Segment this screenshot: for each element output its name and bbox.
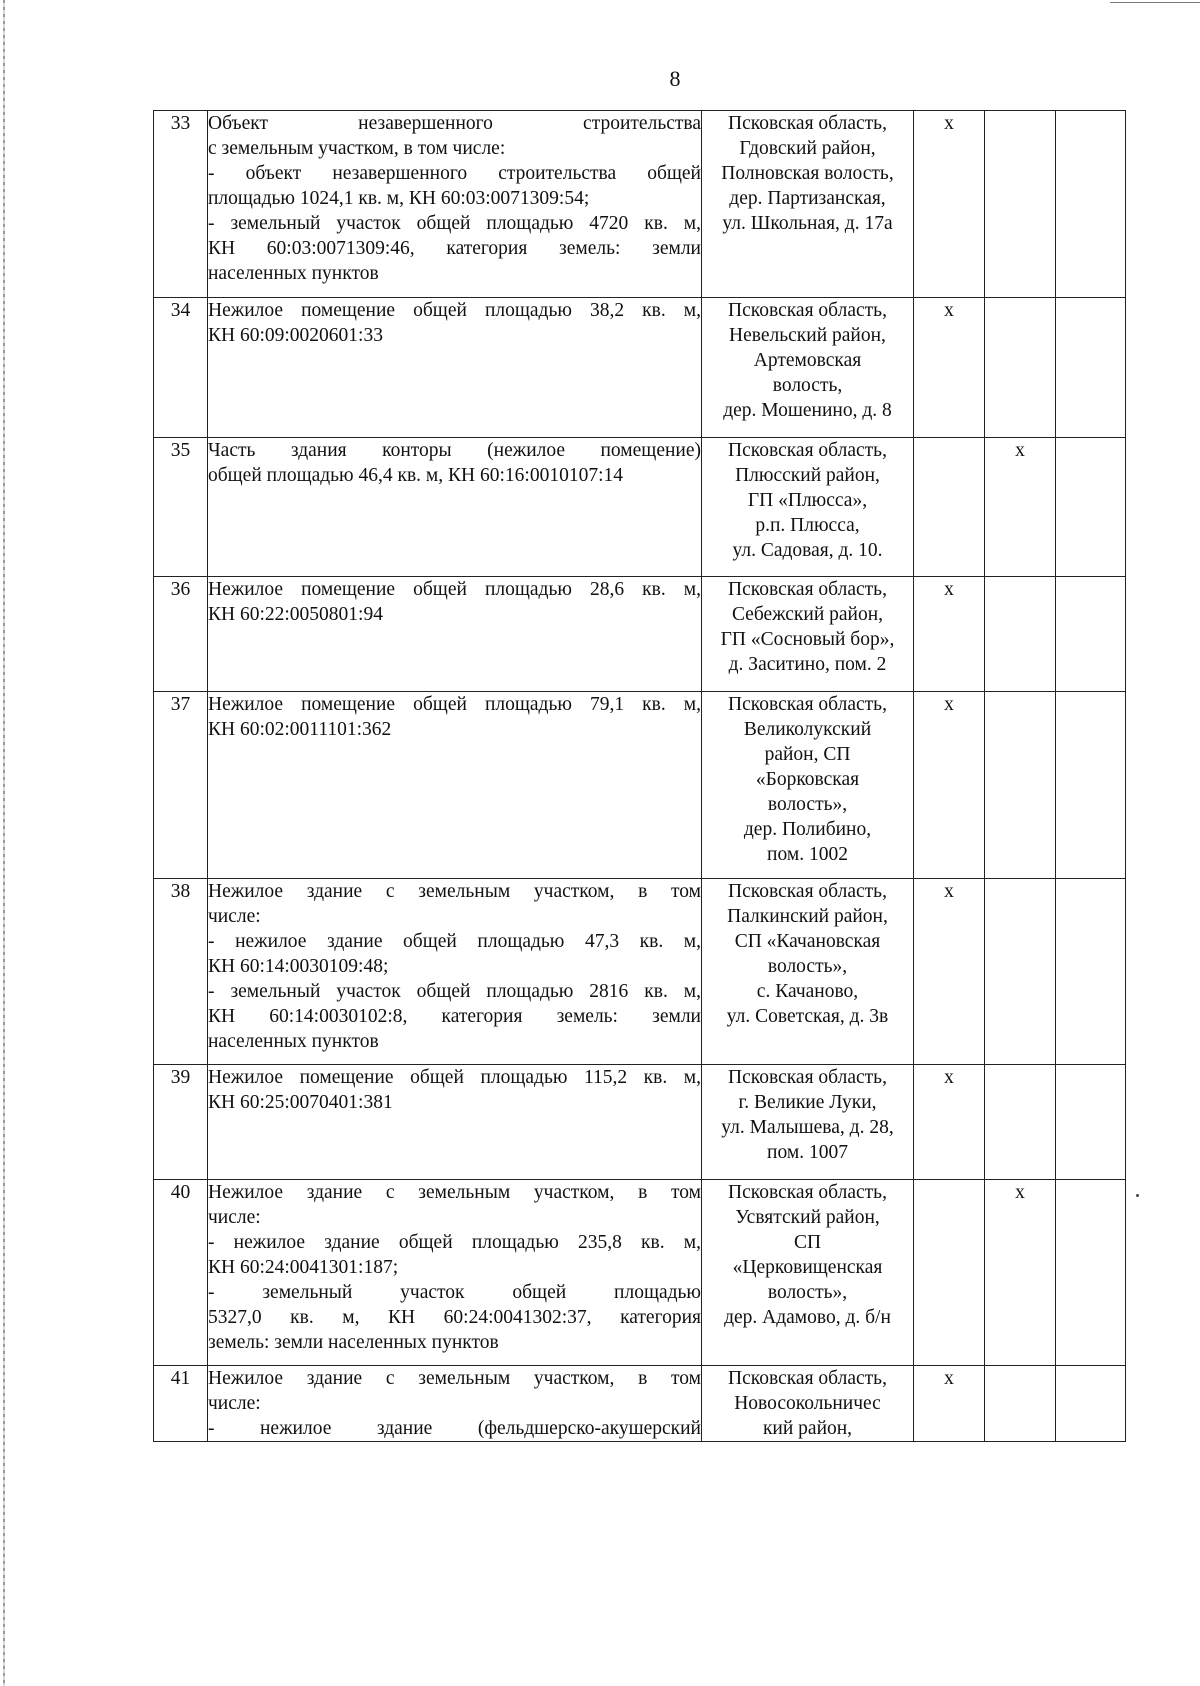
description-line: КН 60:02:0011101:362 — [208, 719, 392, 740]
mark-cell-col3 — [1056, 298, 1126, 438]
address-line: дер. Полибино, — [743, 819, 872, 840]
table-row — [154, 692, 1126, 879]
object-address — [702, 438, 914, 577]
object-address — [702, 111, 914, 298]
object-description — [208, 111, 702, 298]
description-line: Нежилое помещение общей площадью 38,2 кв. м, — [208, 300, 701, 321]
description-line: Нежилое помещение общей площадью 79,1 кв. м, — [208, 694, 701, 715]
row-number: 35 — [154, 438, 208, 577]
address-line: Псковская область, — [728, 113, 887, 134]
address-line: СП «Качановская — [734, 931, 881, 952]
description-line: площадью 1024,1 кв. м, КН 60:03:0071309:54; — [208, 188, 590, 209]
address-line: волость», — [767, 794, 848, 815]
address-line: Великолукский — [743, 719, 872, 740]
address-line: Новосокольничес — [734, 1393, 881, 1414]
address-line: волость», — [767, 1282, 848, 1303]
description-line: Нежилое здание с земельным участком, в том — [208, 881, 701, 902]
row-number: 37 — [154, 692, 208, 879]
description-line: - земельный участок общей площадью — [208, 1282, 701, 1303]
address-line: Псковская область, — [728, 694, 887, 715]
address-line: волость», — [767, 956, 848, 977]
object-address — [702, 298, 914, 438]
address-line: ГП «Сосновый бор», — [720, 629, 895, 650]
page-number: 8 — [669, 66, 681, 91]
address-line: дер. Адамово, д. б/н — [724, 1307, 891, 1328]
mark-cell-col3 — [1056, 438, 1126, 577]
mark-cell-col1: x — [914, 111, 985, 298]
mark-cell-col2 — [985, 692, 1056, 879]
description-line: населенных пунктов — [208, 1031, 379, 1052]
description-line: - земельный участок общей площадью 4720 кв. м, — [208, 213, 701, 234]
object-description — [208, 879, 702, 1065]
object-description — [208, 692, 702, 879]
address-line: район, СП — [764, 744, 851, 765]
description-line: КН 60:25:0070401:381 — [208, 1092, 393, 1113]
mark-cell-col2 — [985, 1065, 1056, 1180]
description-line: населенных пунктов — [208, 263, 379, 284]
mark-cell-col3 — [1056, 1366, 1126, 1442]
address-line: Плюсский район, — [735, 465, 880, 486]
description-line: 5327,0 кв. м, КН 60:24:0041302:37, категория — [208, 1307, 701, 1328]
address-line: Усвятский район, — [735, 1207, 880, 1228]
description-line: КН 60:14:0030102:8, категория земель: земли — [208, 1006, 701, 1027]
row-number: 41 — [154, 1366, 208, 1442]
address-line: г. Великие Луки, — [738, 1092, 877, 1113]
address-line: пом. 1002 — [767, 844, 848, 865]
object-description — [208, 1065, 702, 1180]
mark-cell-col3 — [1056, 111, 1126, 298]
address-line: Невельский район, — [729, 325, 886, 346]
object-description — [208, 298, 702, 438]
mark-cell-col1: x — [914, 692, 985, 879]
table-row — [154, 1180, 1126, 1366]
address-line: волость, — [772, 375, 843, 396]
mark-cell-col2 — [985, 298, 1056, 438]
property-registry-table — [153, 110, 1126, 1442]
address-line: Псковская область, — [728, 1368, 887, 1389]
mark-cell-col3 — [1056, 692, 1126, 879]
address-line: Псковская область, — [728, 1067, 887, 1088]
description-line: числе: — [208, 1393, 261, 1414]
address-line: Псковская область, — [728, 1182, 887, 1203]
row-number: 38 — [154, 879, 208, 1065]
row-number: 39 — [154, 1065, 208, 1180]
mark-cell-col1: x — [914, 577, 985, 692]
address-line: «Церковищенская — [732, 1257, 883, 1278]
address-line: Гдовский район, — [739, 138, 876, 159]
address-line: Артемовская — [753, 350, 862, 371]
row-number: 36 — [154, 577, 208, 692]
address-line: ул. Малышева, д. 28, — [721, 1117, 894, 1138]
address-line: Палкинский район, — [727, 906, 888, 927]
table-row — [154, 438, 1126, 577]
mark-cell-col2 — [985, 879, 1056, 1065]
address-line: с. Качаново, — [756, 981, 859, 1002]
scan-edge-left — [3, 0, 5, 1686]
mark-cell-col2 — [985, 577, 1056, 692]
object-description — [208, 577, 702, 692]
object-address — [702, 879, 914, 1065]
description-line: Нежилое помещение общей площадью 28,6 кв. м, — [208, 579, 701, 600]
address-line: Себежский район, — [731, 604, 884, 625]
description-line: - земельный участок общей площадью 2816 кв. м, — [208, 981, 701, 1002]
row-number: 34 — [154, 298, 208, 438]
address-line: кий район, — [762, 1418, 853, 1439]
address-line: дер. Партизанская, — [729, 188, 886, 209]
description-line: КН 60:03:0071309:46, категория земель: земли — [208, 238, 701, 259]
description-line: числе: — [208, 906, 261, 927]
table-row — [154, 111, 1126, 298]
mark-cell-col1 — [914, 1180, 985, 1366]
address-line: Полновская волость, — [721, 163, 894, 184]
address-line: Псковская область, — [728, 579, 887, 600]
description-line: КН 60:22:0050801:94 — [208, 604, 383, 625]
mark-cell-col2 — [985, 1366, 1056, 1442]
mark-cell-col3 — [1056, 577, 1126, 692]
mark-cell-col2: x — [985, 438, 1056, 577]
mark-cell-col2: x — [985, 1180, 1056, 1366]
address-line: дер. Мошенино, д. 8 — [723, 400, 892, 421]
description-line: Часть здания конторы (нежилое помещение) — [208, 440, 701, 461]
mark-cell-col1 — [914, 438, 985, 577]
address-line: д. Заситино, пом. 2 — [728, 654, 887, 675]
description-line: числе: — [208, 1207, 261, 1228]
description-line: с земельным участком, в том числе: — [208, 138, 506, 159]
mark-cell-col3 — [1056, 879, 1126, 1065]
description-line: - нежилое здание общей площадью 47,3 кв. м, — [208, 931, 701, 952]
mark-cell-col1: x — [914, 1366, 985, 1442]
object-description — [208, 438, 702, 577]
description-line: - объект незавершенного строительства общей — [208, 163, 701, 184]
description-line: КН 60:09:0020601:33 — [208, 325, 383, 346]
scan-edge-top — [1110, 2, 1200, 3]
address-line: Псковская область, — [728, 300, 887, 321]
address-line: Псковская область, — [728, 881, 887, 902]
description-line: Нежилое здание с земельным участком, в том — [208, 1182, 701, 1203]
row-number: 33 — [154, 111, 208, 298]
object-description — [208, 1366, 702, 1442]
description-line: Нежилое здание с земельным участком, в том — [208, 1368, 701, 1389]
object-address — [702, 1180, 914, 1366]
mark-cell-col1: x — [914, 298, 985, 438]
address-line: пом. 1007 — [767, 1142, 848, 1163]
address-line: «Борковская — [755, 769, 860, 790]
scan-speck — [1136, 1194, 1139, 1197]
mark-cell-col2 — [985, 111, 1056, 298]
address-line: р.п. Плюсса, — [755, 515, 860, 536]
mark-cell-col3 — [1056, 1180, 1126, 1366]
mark-cell-col1: x — [914, 1065, 985, 1180]
object-address — [702, 1366, 914, 1442]
object-address — [702, 692, 914, 879]
description-line: КН 60:14:0030109:48; — [208, 956, 389, 977]
description-line: Нежилое помещение общей площадью 115,2 кв. м, — [208, 1067, 701, 1088]
row-number: 40 — [154, 1180, 208, 1366]
address-line: ул. Школьная, д. 17а — [722, 213, 893, 234]
description-line: КН 60:24:0041301:187; — [208, 1257, 399, 1278]
object-address — [702, 1065, 914, 1180]
table-row — [154, 577, 1126, 692]
address-line: СП — [793, 1232, 822, 1253]
address-line: ГП «Плюсса», — [747, 490, 868, 511]
description-line: - нежилое здание (фельдшерско-акушерский — [208, 1418, 701, 1439]
address-line: ул. Советская, д. 3в — [726, 1006, 889, 1027]
mark-cell-col3 — [1056, 1065, 1126, 1180]
table-row — [154, 879, 1126, 1065]
object-description — [208, 1180, 702, 1366]
address-line: Псковская область, — [728, 440, 887, 461]
table-row — [154, 1065, 1126, 1180]
description-line: земель: земли населенных пунктов — [208, 1332, 499, 1353]
table-row — [154, 298, 1126, 438]
description-line: общей площадью 46,4 кв. м, КН 60:16:0010107:14 — [208, 465, 623, 486]
object-address — [702, 577, 914, 692]
description-line: - нежилое здание общей площадью 235,8 кв. м, — [208, 1232, 701, 1253]
description-line: Объект незавершенного строительства — [208, 113, 701, 134]
mark-cell-col1: x — [914, 879, 985, 1065]
table-row — [154, 1366, 1126, 1442]
address-line: ул. Садовая, д. 10. — [732, 540, 883, 561]
